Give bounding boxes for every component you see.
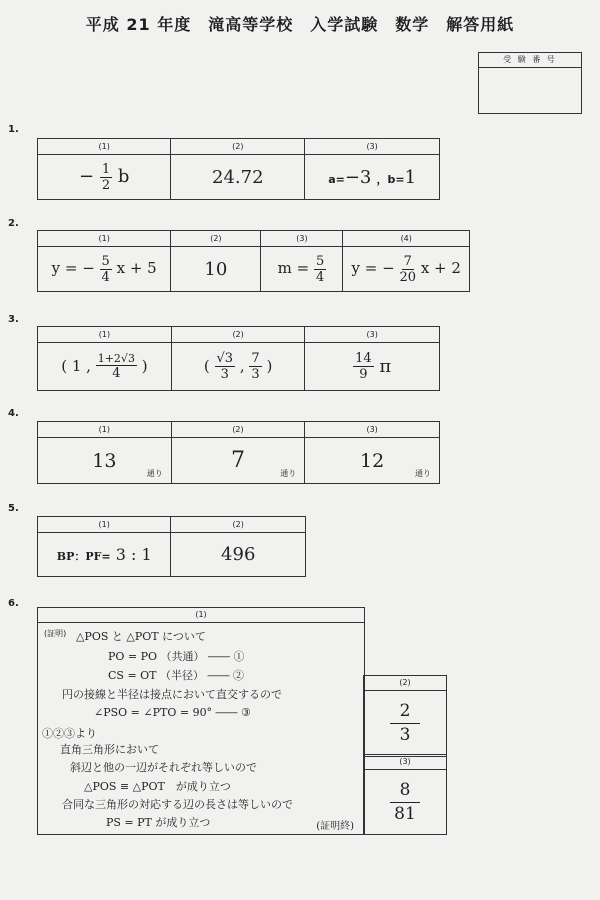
q4-answer-3: 12 通り [305,438,440,484]
q4-suffix-2: 通り [280,469,297,478]
question-3-number: 3. [8,314,19,325]
q2-answer-4: y = − $\frac{7}{20}$ x + 2 [343,247,470,292]
exam-number-label: 受 験 番 号 [479,53,581,68]
q3-header-3: (3) [305,327,440,343]
proof-line: PS = PT が成り立つ [106,816,211,829]
q4-header-2: (2) [171,422,305,438]
question-4-table [37,421,440,484]
q1-header-1: (1) [38,139,171,155]
question-6-number: 6. [8,598,19,609]
proof-line: 斜辺と他の一辺がそれぞれ等しいので [70,761,257,774]
q2-answer-2: 10 [171,247,261,292]
proof-line: ∠PSO = ∠PTO = 90° ―― ③ [94,706,251,719]
proof-line: △POS と △POT について [76,630,206,643]
q6-part2-box [363,675,447,757]
q4-suffix-3: 通り [415,469,431,478]
q4-answer-2: 7 通り [171,438,305,484]
q2-header-1: (1) [38,231,171,247]
q3-answer-1: ( 1 , $\frac{1+2√3}{4}$ ) [38,343,172,391]
proof-box [37,607,365,835]
q1-answer-2: 24.72 [171,155,305,200]
q3-answer-2: ( $\frac{√3}{3}$ , $\frac{7}{3}$ ) [171,343,305,391]
proof-end: (証明終) [316,821,354,832]
q1-header-2: (2) [171,139,305,155]
question-4-number: 4. [8,408,19,419]
q6-header-2: (2) [364,676,446,691]
q3-answer-3: $\frac{14}{9}$ π [305,343,440,391]
q3-header-1: (1) [38,327,172,343]
question-2-table [37,230,470,292]
question-5-number: 5. [8,503,19,514]
page-title: 平成 21 年度 滝高等学校 入学試験 数学 解答用紙 [85,15,515,34]
question-1-number: 1. [8,124,19,135]
proof-line: △POS ≡ △POT が成り立つ [84,780,231,793]
exam-number-box [478,52,582,114]
q6-answer-2: 2 3 [364,691,446,756]
q2-header-4: (4) [343,231,470,247]
q2-answer-1: y = − $\frac{5}{4}$ x + 5 [38,247,171,292]
q4-header-3: (3) [305,422,440,438]
question-5-table [37,516,306,577]
proof-tag: (証明) [44,629,67,638]
q2-answer-3: m = $\frac{5}{4}$ [261,247,343,292]
q6-part3-box [363,754,447,835]
q1-answer-1: − $\frac{1}{2}$ b [38,155,171,200]
q4-answer-1: 13 通り [38,438,172,484]
proof-line: CS = OT （半径） ―― ② [108,669,245,682]
q6-answer-3: 8 81 [364,770,446,834]
q4-header-1: (1) [38,422,172,438]
q5-answer-2: 496 [171,533,306,577]
q5-header-1: (1) [38,517,171,533]
proof-line: ①②③より [42,727,97,740]
proof-line: 合同な三角形の対応する辺の長さは等しいので [62,798,293,811]
q1-header-3: (3) [305,139,440,155]
q1-answer-3: a=−3 ，b=1 [305,155,440,200]
q5-answer-1: BP：PF= 3 : 1 [38,533,171,577]
q2-header-2: (2) [171,231,261,247]
proof-line: 直角三角形において [60,743,159,756]
q6-header-3: (3) [364,755,446,770]
proof-header: (1) [38,608,364,623]
q4-suffix-1: 通り [146,469,163,478]
question-3-table [37,326,440,391]
proof-line: 円の接線と半径は接点において直交するので [62,688,282,701]
question-1-table [37,138,440,200]
q2-header-3: (3) [261,231,343,247]
proof-line: PO = PO （共通） ―― ① [108,650,245,663]
q3-header-2: (2) [171,327,305,343]
question-2-number: 2. [8,218,19,229]
q5-header-2: (2) [171,517,306,533]
